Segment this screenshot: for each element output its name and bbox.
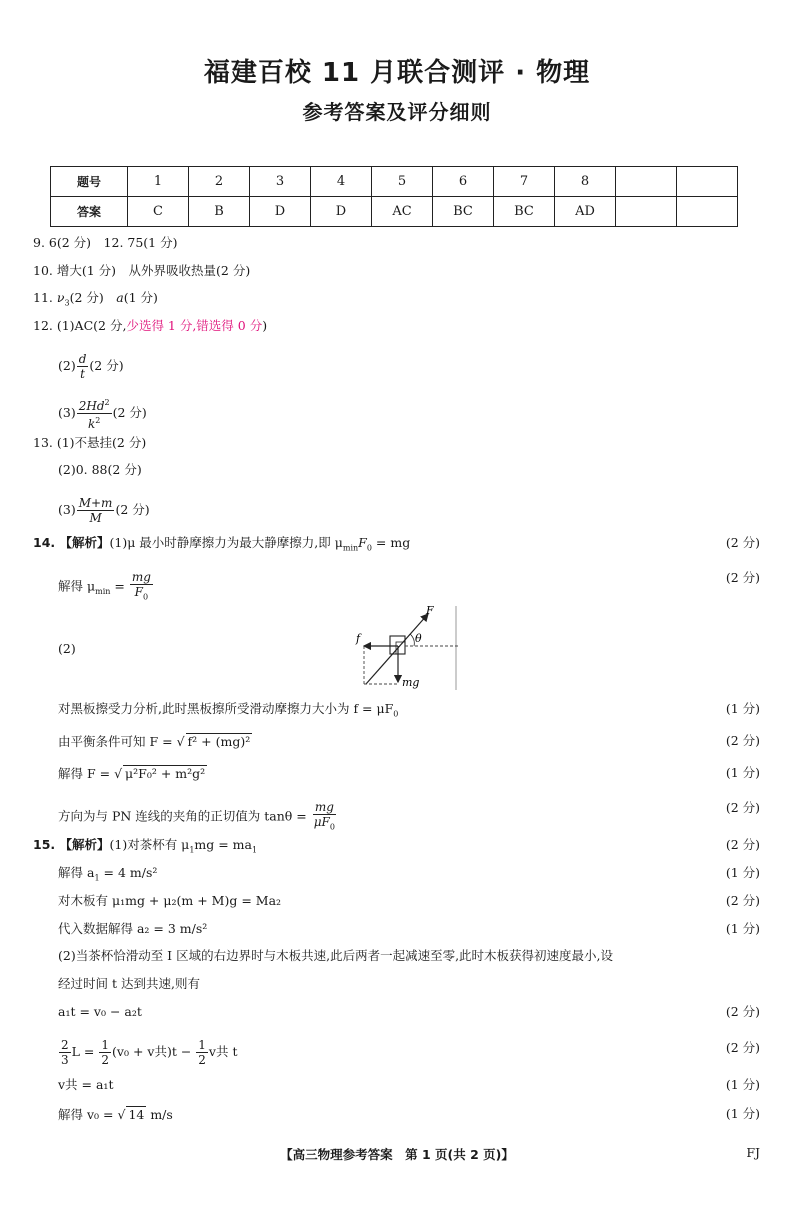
table-cell: B	[189, 197, 250, 227]
text: 3	[64, 298, 70, 308]
answer-q14-4: 由平衡条件可知 F = √ f² + (mg)²	[58, 734, 251, 749]
table-cell	[616, 167, 677, 197]
table-cell: 5	[372, 167, 433, 197]
text: min	[342, 543, 359, 553]
page-subtitle: 参考答案及评分细则	[302, 100, 492, 124]
score: (2 分)	[725, 570, 760, 585]
answer-q15-8: v共 = a₁t	[58, 1077, 114, 1092]
table-cell: BC	[433, 197, 494, 227]
text: (1 分)	[123, 290, 158, 305]
text: (3)	[58, 405, 76, 420]
fraction	[196, 1038, 208, 1067]
text: mg = ma	[194, 837, 252, 852]
force-diagram	[348, 604, 462, 692]
answer-q15-9: 解得 v₀ = √ 14 m/s	[58, 1107, 173, 1122]
label-F: F	[426, 604, 434, 617]
numerator: 2	[61, 1038, 69, 1052]
text: (v₀ + v共)t −	[112, 1044, 196, 1059]
text: 0	[366, 543, 372, 553]
label-theta: θ	[415, 632, 422, 645]
denominator: 2	[198, 1053, 206, 1067]
fraction	[77, 496, 115, 525]
denominator: M	[89, 511, 102, 525]
table-cell: BC	[494, 197, 555, 227]
table-cell: 8	[555, 167, 616, 197]
answer-q14-1	[33, 535, 410, 557]
text: 14. 【解析】	[33, 535, 110, 550]
answer-q9: 9. 6(2 分) 12. 75(1 分)	[33, 235, 178, 250]
answer-q14-5: 解得 F = √ μ²F₀² + m²g²	[58, 766, 206, 781]
numerator: d	[78, 352, 87, 366]
text: 解得 F =	[58, 766, 115, 781]
text: a	[116, 290, 124, 305]
numerator: mg	[131, 570, 151, 584]
answer-q13-1: 13. (1)不悬挂(2 分)	[33, 435, 147, 450]
answer-q10: 10. 增大(1 分) 从外界吸收热量(2 分)	[33, 263, 251, 278]
text: μF	[313, 815, 330, 829]
sqrt-content: 14	[128, 1107, 145, 1122]
numerator: 1	[101, 1038, 110, 1052]
text: F	[134, 585, 143, 599]
text: (2)	[58, 358, 76, 373]
table-cell	[677, 167, 738, 197]
table-cell: 7	[494, 167, 555, 197]
page-title: 福建百校 11 月联合测评 · 物理	[203, 58, 591, 88]
score: (1 分)	[725, 865, 760, 880]
score: (2 分)	[725, 535, 760, 550]
fraction	[312, 800, 337, 834]
score: (2 分)	[725, 1040, 760, 1055]
answer-q15-5b: 经过时间 t 达到共速,则有	[58, 976, 200, 991]
text: 2	[95, 416, 101, 425]
text: 1	[94, 873, 100, 883]
score: (1 分)	[725, 921, 760, 936]
text: (2 分)	[89, 358, 124, 373]
numerator: 1	[198, 1038, 206, 1052]
answer-q11	[33, 290, 158, 312]
text: 解得 v₀ =	[58, 1107, 118, 1122]
denominator	[312, 815, 337, 834]
table-cell	[677, 197, 738, 227]
text: min	[95, 587, 111, 597]
table-cell: AC	[372, 197, 433, 227]
answer-q14-3	[58, 701, 398, 723]
page-footer: 【高三物理参考答案 第 1 页(共 2 页)】	[280, 1147, 514, 1162]
answer-q14-2	[58, 570, 154, 604]
text: 0	[393, 709, 399, 719]
text: (1)对茶杯有 μ	[109, 837, 190, 852]
text: 解得 a	[58, 865, 95, 880]
score: (2 分)	[725, 1004, 760, 1019]
answer-q14-part2: (2)	[58, 641, 76, 656]
denominator: 3	[61, 1053, 69, 1067]
answer-q14-6	[58, 800, 338, 834]
angle-arc	[410, 634, 414, 646]
table-cell: AD	[555, 197, 616, 227]
table-header-cell: 答案	[51, 197, 128, 227]
fraction	[77, 396, 112, 431]
table-row	[51, 197, 738, 227]
score: (2 分)	[725, 800, 760, 815]
text: (3)	[58, 502, 76, 517]
text: = mg	[371, 535, 411, 550]
fraction	[77, 352, 89, 381]
text: (2 分)	[112, 405, 147, 420]
answer-q13-2: (2)0. 88(2 分)	[58, 462, 142, 477]
text: 对黑板擦受力分析,此时黑板擦所受滑动摩擦力大小为 f = μF	[58, 701, 394, 716]
denominator: t	[80, 367, 85, 381]
sqrt-content: μ²F₀² + m²g²	[125, 766, 206, 781]
text: 0	[142, 592, 149, 602]
table-cell: C	[128, 197, 189, 227]
answer-q15-5a: (2)当茶杯恰滑动至 I 区域的右边界时与木板共速,此后两者一起减速至零,此时木板获得初速度最小,设	[58, 948, 614, 963]
numerator	[77, 396, 112, 414]
table-cell: 4	[311, 167, 372, 197]
fraction	[59, 1038, 71, 1067]
score: (2 分)	[725, 837, 760, 852]
label-mg: mg	[402, 676, 420, 689]
score: (1 分)	[725, 765, 760, 780]
sqrt-content: f² + (mg)²	[187, 734, 251, 749]
table-cell: 1	[128, 167, 189, 197]
answer-table	[50, 166, 738, 227]
table-row	[51, 167, 738, 197]
text: v共 t	[208, 1044, 238, 1059]
text: F	[358, 535, 367, 550]
text: k	[87, 417, 96, 431]
text: 11.	[33, 290, 57, 305]
text: 由平衡条件可知 F =	[58, 734, 177, 749]
answer-q13-3	[58, 496, 150, 525]
answer-q12-3	[58, 396, 147, 431]
table-cell: D	[250, 197, 311, 227]
text: (2 分)	[115, 502, 150, 517]
text: (1)μ 最小时静摩擦力为最大静摩擦力,即 μ	[109, 535, 343, 550]
table-cell: D	[311, 197, 372, 227]
answer-q15-4: 代入数据解得 a₂ = 3 m/s²	[58, 921, 208, 936]
text: 方向为与 PN 连线的夹角的正切值为 tanθ =	[58, 808, 311, 824]
denominator	[86, 414, 102, 431]
answer-q15-1	[33, 837, 257, 859]
text: 12. (1)AC(2 分,	[33, 318, 127, 333]
region-code: FJ	[746, 1145, 760, 1160]
score: (1 分)	[725, 1077, 760, 1092]
answer-q15-3: 对木板有 μ₁mg + μ₂(m + M)g = Ma₂	[58, 893, 282, 908]
text: =	[110, 578, 129, 594]
score: (1 分)	[725, 701, 760, 716]
table-cell: 6	[433, 167, 494, 197]
score: (2 分)	[725, 893, 760, 908]
numerator: mg	[314, 800, 334, 814]
text: 解得 μ	[58, 578, 96, 594]
answer-q15-6: a₁t = v₀ − a₂t	[58, 1004, 142, 1019]
table-cell: 2	[189, 167, 250, 197]
score: (1 分)	[725, 1106, 760, 1121]
text: = 4 m/s²	[99, 865, 158, 880]
force-F-arrow	[366, 614, 428, 684]
answer-q15-7	[58, 1038, 237, 1067]
text: 2Hd	[78, 399, 105, 413]
answer-q15-2	[58, 865, 157, 887]
text: 1	[189, 845, 195, 855]
text: 0	[329, 822, 335, 832]
text: m/s	[146, 1107, 173, 1122]
denominator	[133, 585, 150, 604]
denominator: 2	[101, 1053, 110, 1067]
text: L =	[71, 1044, 99, 1059]
numerator: M+m	[78, 496, 113, 510]
answer-q12-1	[33, 318, 267, 334]
fraction	[99, 1038, 111, 1067]
pink-note: 少选得 1 分,错选得 0 分	[126, 318, 263, 333]
text: (2 分)	[69, 290, 117, 305]
text: ν	[56, 290, 65, 305]
label-f: f	[356, 632, 361, 645]
text: 1	[252, 845, 258, 855]
text: 15. 【解析】	[33, 837, 110, 852]
table-cell	[616, 197, 677, 227]
table-cell: 3	[250, 167, 311, 197]
text: 2	[104, 398, 110, 407]
text: )	[262, 318, 268, 333]
fraction	[130, 570, 153, 604]
table-header-cell: 题号	[51, 167, 128, 197]
score: (2 分)	[725, 733, 760, 748]
answer-q12-2	[58, 352, 124, 381]
